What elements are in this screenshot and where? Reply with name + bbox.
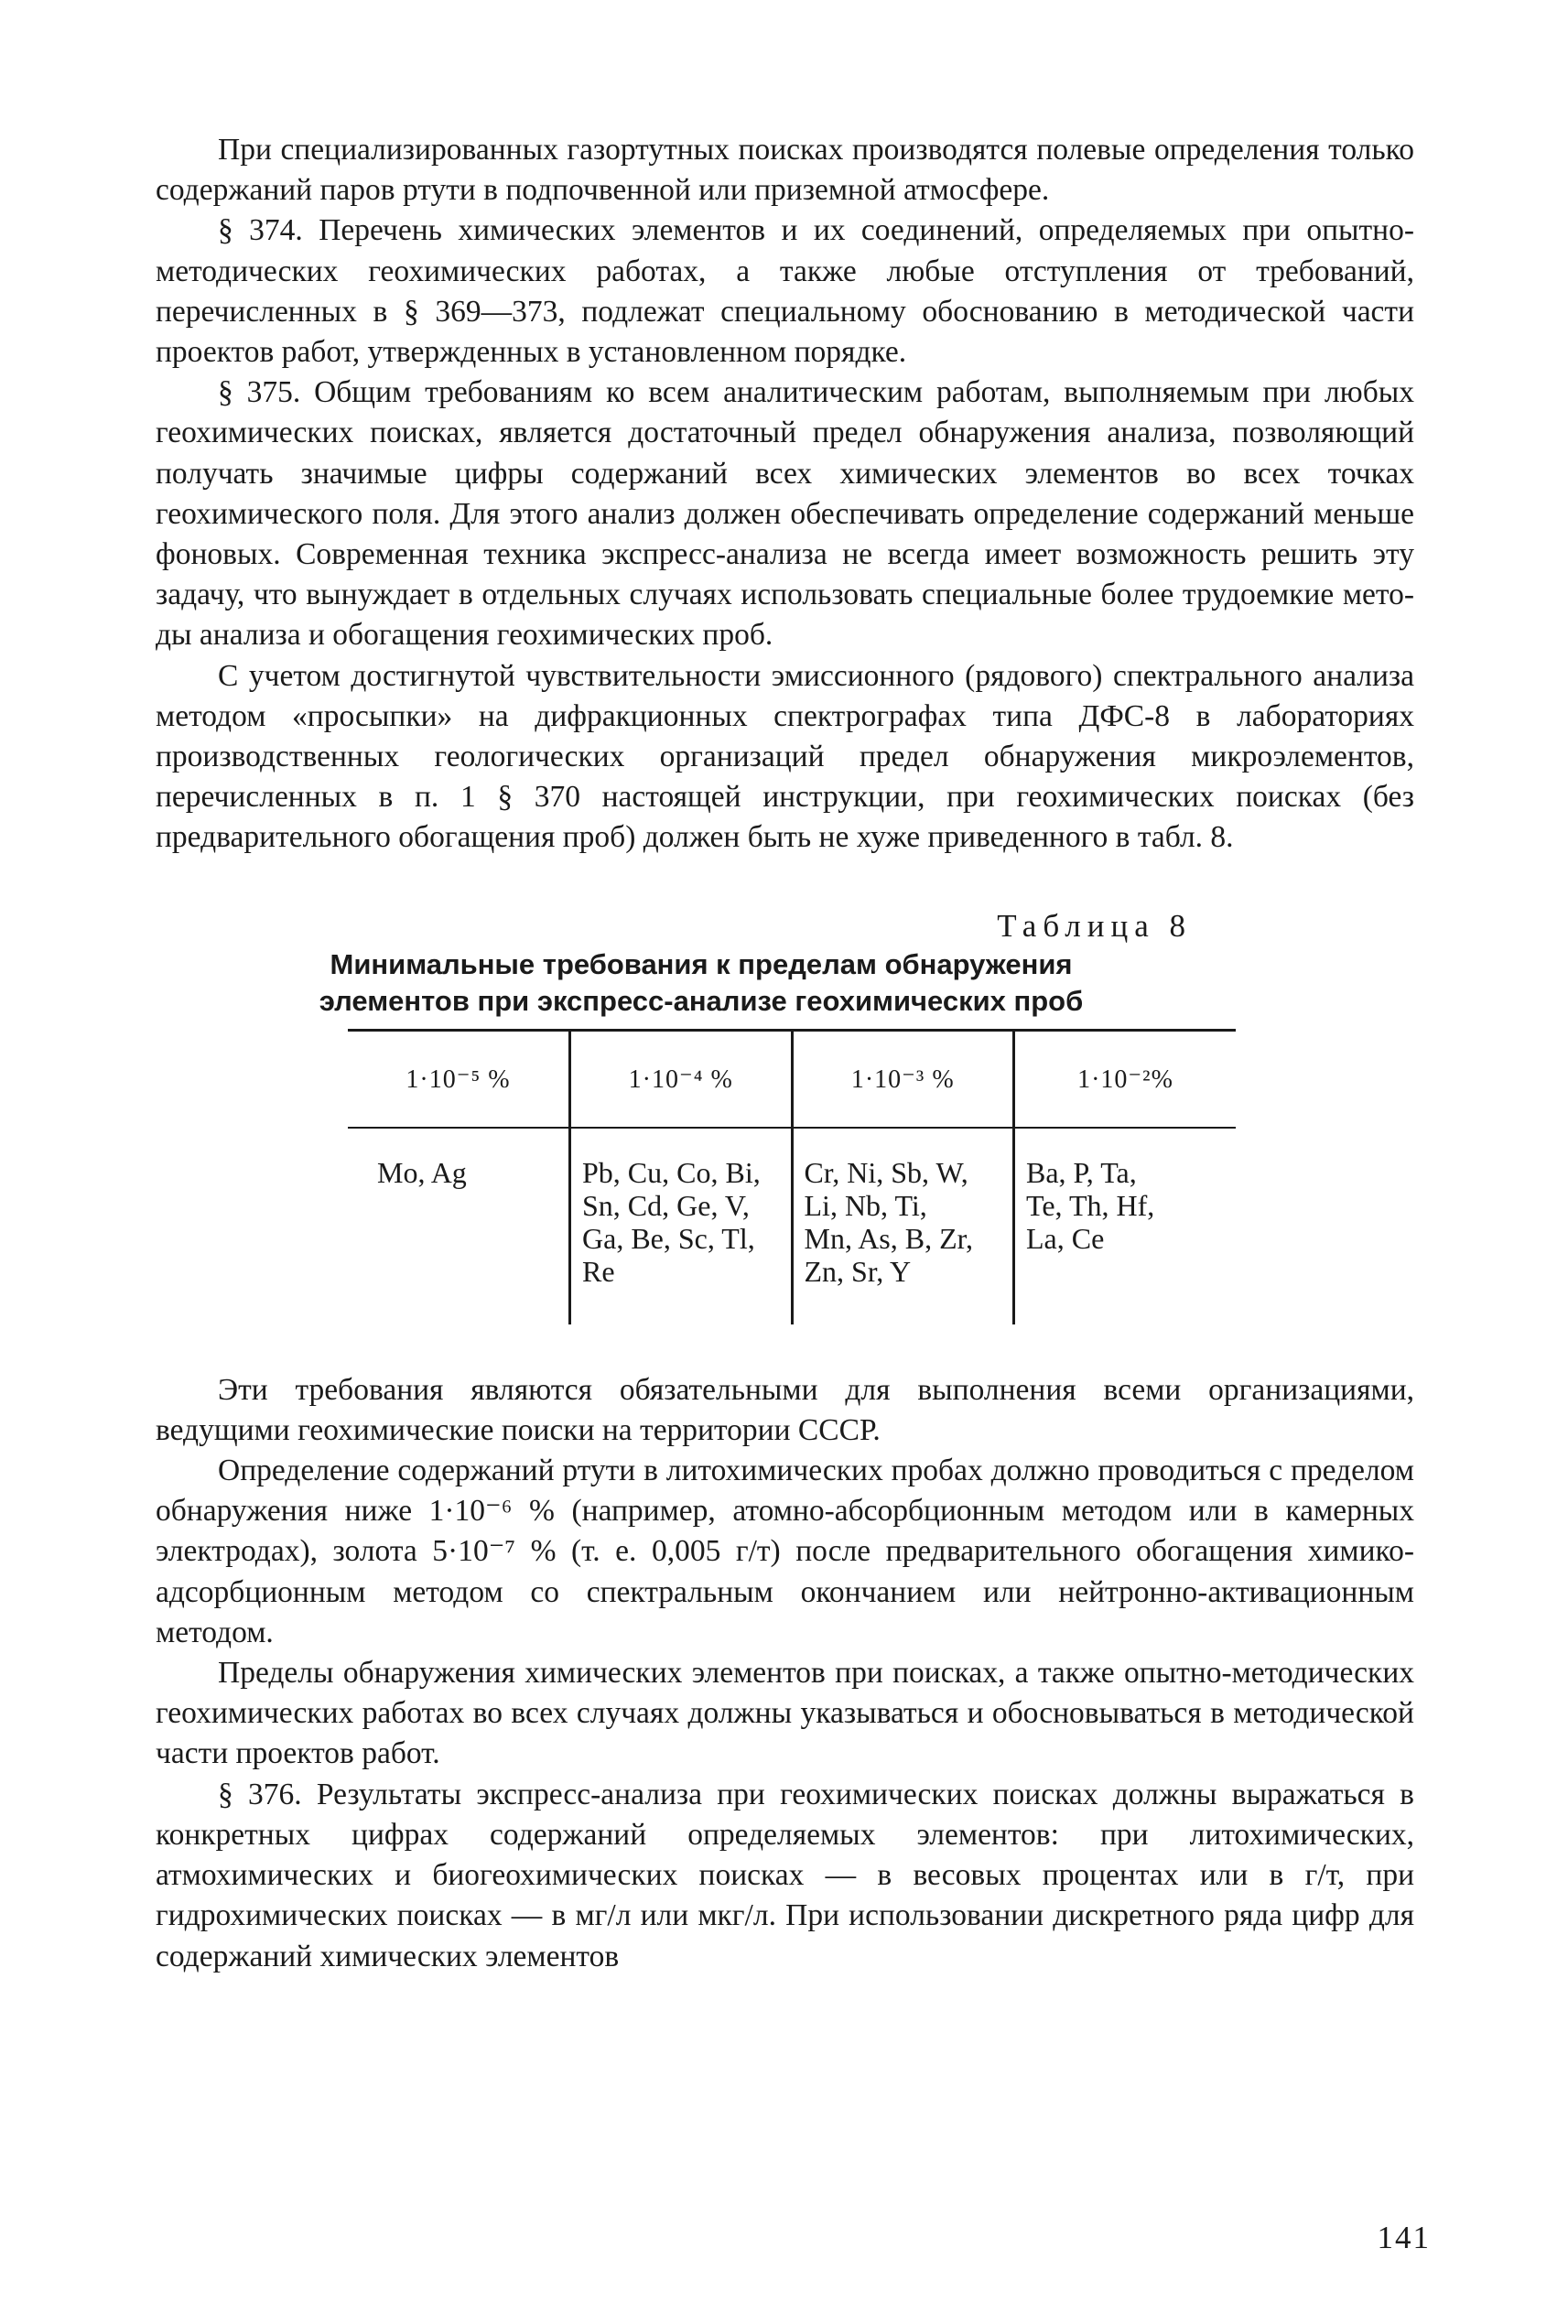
paragraph-requirements-mandatory: Эти требования являются обязательными для выполнения всеми организациями, ведущими геохимические поиски на территории СССР. <box>156 1372 1414 1447</box>
cell-line: Ga, Be, Sc, Tl, <box>582 1221 755 1255</box>
table-row <box>348 1128 1236 1324</box>
header-1e-3: 1·10⁻³ % <box>792 1030 1014 1128</box>
page-number: 141 <box>1377 2220 1431 2255</box>
cell-line: Sn, Cd, Ge, V, <box>582 1188 750 1222</box>
paragraph-mercury-gold-limits: Определение содержаний ртути в литохимических пробах должно проводиться с пределом обнаружения ниже 1·10⁻⁶ % (например, атомно-абсорбционным методом или в камерных электродах), золота 5·10⁻⁷ % (т. е. 0,005 г/т) после предварительного обогащения химико-адсорбционным методом со спектральным окончанием или нейтронно-активационным методом. <box>156 1454 1414 1649</box>
cell-line: Mo, Ag <box>377 1155 467 1189</box>
table-caption: Таблица 8 <box>997 907 1192 944</box>
paragraph-detection-limits-justification: Пределы обнаружения химических элементов при поисках, а также опытно-методических геохимических работах во всех случаях должны указываться и обосновываться в методической части проектов работ. <box>156 1656 1414 1771</box>
detection-limits-table <box>348 1029 1236 1324</box>
table-title-line-1: Минимальные требования к пределам обнаружения <box>330 947 1073 980</box>
cell-line: Li, Nb, Ti, <box>804 1188 927 1222</box>
cell-line: Re <box>582 1254 615 1288</box>
cell-line: Ba, P, Ta, <box>1026 1155 1137 1189</box>
cell-line: Cr, Ni, Sb, W, <box>804 1155 968 1189</box>
paragraph-section-375: § 375. Общим требованиям ко всем аналитическим работам, выполняемым при любых геохимических поисках, является достаточный предел обнаружения анализа, позволяющий получать значимые цифры содержаний всех химических элементов во всех точках геохимического поля. Для этого анализ должен обеспечивать определение содержаний меньше фоновых. Современная техника экспресс-анализа не всегда имеет возможность решить эту задачу, что вынуждает в отдельных случаях использовать специальные более трудоемкие методы анализа и обогащения геохимических проб. <box>156 375 1414 653</box>
table-title-line-2: элементов при экспресс-анализе геохимических проб <box>319 984 1084 1017</box>
cell-line: La, Ce <box>1026 1221 1105 1255</box>
cell-1e-5 <box>348 1128 570 1324</box>
page-content <box>156 130 1414 1977</box>
header-1e-2: 1·10⁻²% <box>1014 1030 1237 1128</box>
cell-line: Pb, Cu, Co, Bi, <box>582 1155 761 1189</box>
header-1e-4: 1·10⁻⁴ % <box>570 1030 793 1128</box>
cell-line: Te, Th, Hf, <box>1026 1188 1155 1222</box>
header-1e-5: 1·10⁻⁵ % <box>348 1030 570 1128</box>
paragraph-gas-mercury-surveys: При специализированных газортутных поисках производятся полевые определения только содержаний паров ртути в подпочвенной или приземной атмосфере. <box>156 133 1414 208</box>
cell-line: Zn, Sr, Y <box>804 1254 912 1288</box>
cell-1e-2 <box>1014 1128 1237 1324</box>
paragraph-spectral-analysis: С учетом достигнутой чувствительности эмиссионного (рядового) спектрального анализа методом «просыпки» на дифракционных спектрографах типа ДФС-8 в лабораториях производственных геологических организаций предел обнаружения микроэлементов, перечисленных в п. 1 § 370 настоящей инструкции, при геохимических поисках (без предварительного обогащения проб) должен быть не хуже приведенного в табл. 8. <box>156 658 1414 855</box>
cell-1e-4 <box>570 1128 793 1324</box>
cell-line: Mn, As, B, Zr, <box>804 1221 974 1255</box>
cell-1e-3 <box>792 1128 1014 1324</box>
paragraph-section-376: § 376. Результаты экспресс-анализа при геохимических поисках должны выражаться в конкретных цифрах содержаний определяемых элементов: при литохимических, атмохимических и биогеохимических поисках — в весовых процентах или в г/т, при гидрохимических поисках — в мг/л или мкг/л. При использовании дискретного ряда цифр для содержаний химических элементов <box>156 1777 1414 1973</box>
table-header-row <box>348 1030 1236 1128</box>
paragraph-section-374: § 374. Перечень химических элементов и их соединений, определяемых при опытно-методических геохимических работах, а также любые отступления от требований, перечисленных в § 369—373, подлежат специальному обоснованию в методической части проектов работ, утвержденных в установленном порядке. <box>156 213 1414 370</box>
text-after-table <box>156 1370 1414 1977</box>
